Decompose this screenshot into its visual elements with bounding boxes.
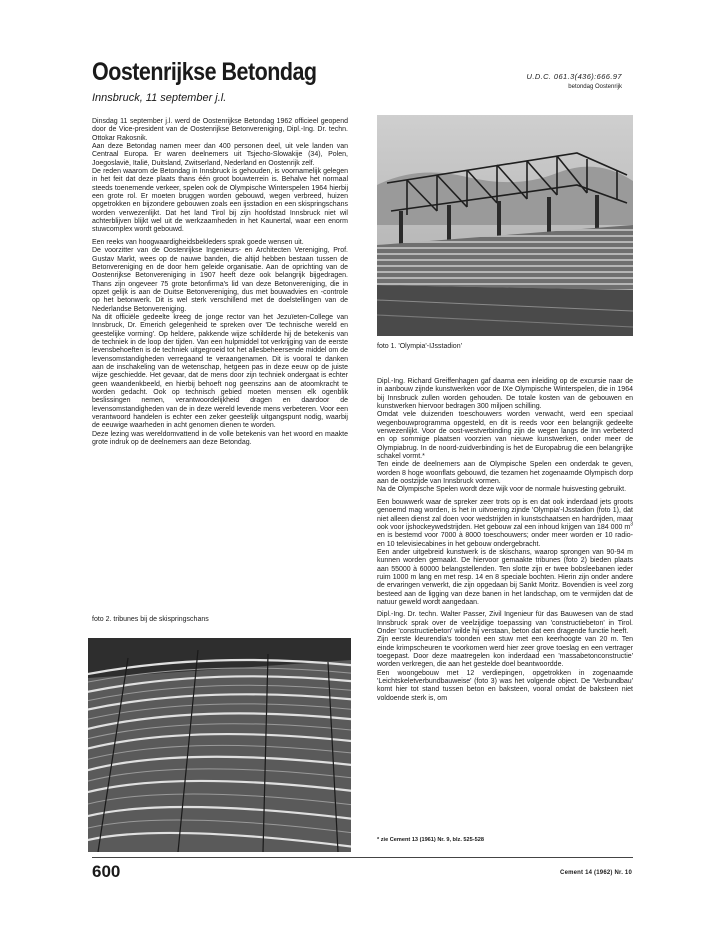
footnote: * zie Cement 13 (1961) Nr. 9, blz. 525-528	[377, 837, 484, 843]
paragraph: Een woongebouw met 12 verdiepingen, opgetrokken in zogenaamde 'Leichtskeletverbundbauweise' (foto 3) was het volgende object. De 'Verbundbau' komt hier tot stand tussen beton en baksteen, vooral omdat de baksteen niet voldoende sterk is, om	[377, 669, 633, 702]
paragraph: Na de Olympische Spelen wordt deze wijk voor de normale huisvesting gebruikt.	[377, 486, 627, 494]
paragraph: Omdat vele duizenden toeschouwers worden verwacht, werd een speciaal wegenbouwprogramma opgesteld, en dit is reeds voor een belangrijk gedeelte verwezenlijkt. Voor de oost-westverbinding zijn de wegen langs de Inn verbeterd en op sommige plaatsen voorzien van nieuwe kunstwerken, onder meer de Olympiabrug. In de noord-zuidverbinding is het de Europabrug die een belangrijke schakel vormt.*	[377, 411, 633, 461]
paragraph: Aan deze Betondag namen meer dan 400 personen deel, uit vele landen van Centraal Europa. Er waren deelnemers uit Tsjecho-Slowakije (34), Polen, Joegoslavië, Italië, Duitsland, Zwitserland, Nederland en Oostenrijk zelf.	[92, 143, 348, 167]
udc-keyword: betondag Oostenrijk	[568, 84, 622, 90]
article-subtitle: Innsbruck, 11 september j.l.	[92, 92, 227, 104]
journal-reference: Cement 14 (1962) Nr. 10	[560, 870, 632, 876]
volume-value: 184 000 m	[597, 523, 631, 531]
udc-code: U.D.C. 061.3(436):666.97	[526, 72, 622, 81]
page-number: 600	[92, 862, 121, 881]
paragraph: Een ander uitgebreid kunstwerk is de skischans, waarop sprongen van 90-94 m kunnen worden gemaakt. De hiervoor gemaakte tribunes (foto 2) bieden plaats aan 55000 à 60000 belangstellenden. Ten slotte zijn er twee bobsleebanen ieder ruim 1000 m lang en met resp. 14 en 8 speciale bochten. Hierin zijn onder andere de ervaringen verwerkt, die zijn opgedaan bij Sankt Moritz. Bovendien is veel zorg besteed aan de ligging van deze banen in het landschap, om te vermijden dat de natuur geweld wordt aangedaan.	[377, 548, 633, 606]
paragraph: Een reeks van hoogwaardigheidsbekleders sprak goede wensen uit.	[92, 238, 304, 246]
paragraph: Dipl.-Ing. Richard Greiffenhagen gaf daarna een inleiding op de excursie naar de in aanbouw zijnde kunstwerken voor de IXe Olympische Winterspelen, die in 1964 bij Innsbruck zullen worden gehouden. De totale kosten van de gebouwen en kunstwerken hiervoor bedragen 300 miljoen schilling.	[377, 378, 633, 411]
paragraph: Deze lezing was wereldomvattend in de volle betekenis van het woord en maakte grote indruk op de deelnemers aan deze Betondag.	[92, 430, 348, 447]
paragraph	[377, 499, 633, 549]
paragraph: De reden waarom de Betondag in Innsbruck is gehouden, is voornamelijk gelegen in het feit dat deze plaats thans één groot bouwterrein is. Behalve het normaal steeds toenemende verkeer, spelen ook de Olympische Winterspelen 1964 hierbij een grote rol. Er moeten bruggen worden gebouwd, wegen verbreed, huizen opgetrokken en bijzondere gebouwen zoals een ijsstadion en een skispringschans worden verwezenlijkt. Dat het land Tirol bij zijn hoofdstad Innsbruck niet wil achterblijven blijkt wel uit de werkzaamheden in het Kaunertal, waar een enorm stuwcomplex wordt gebouwd.	[92, 168, 348, 234]
paragraph: De voorzitter van de Oostenrijkse Ingenieurs- en Architecten Vereniging, Prof. Gustav Markt, wees op de nauwe banden, die altijd hebben bestaan tussen de Betonvereniging en de door hem geleide organisatie. Aan de oprichting van de Oostenrijkse Betonvereniging in 1907 heeft deze ook belangrijk bijgedragen. Thans zijn ongeveer 75 grote betonfirma's lid van deze Betonvereniging, die in opzet gelijk is aan de Duitse Betonvereniging, dus met bouwadvies en -controle op het betonwerk. Dit is wel sterk verschillend met de doelstellingen van de Nederlandse Betonvereniging.	[92, 247, 348, 313]
superscript: 3	[630, 521, 633, 528]
footer-rule	[92, 857, 633, 858]
paragraph: Ten einde de deelnemers aan de Olympische Spelen een onderdak te geven, worden 8 hoge woonflats gebouwd, die tezamen het zogenaamde Olympisch dorp aan de oostzijde van Innsbruck vormen.	[377, 461, 633, 486]
text-run: Een bouwwerk waar de spreker zeer trots op is en dat ook inderdaad jets groots genoemd mag worden, is het in uitvoering zijnde 'Olympia'-IJsstadion (foto 1), dat niet alleen dienst zal doen voor wedstrijden in kunstschaatsen en hardrijden, maar ook voor ijshockeywedstrijden. Het gebouw zal een inhoud krijgen van	[377, 498, 633, 531]
article-title: Oostenrijkse Betondag	[92, 58, 317, 86]
left-column	[92, 118, 348, 447]
paragraph: Dinsdag 11 september j.l. werd de Oostenrijkse Betondag 1962 officieel geopend door de Vice-president van de Oostenrijkse Betonvereniging, Dipl.-Ing. Dr. techn. Ottokar Rakosnik.	[92, 118, 348, 142]
text-run: en is bestemd voor 7000 à 8000 toeschouwers; onder meer worden er 10 radio- en 10 televisiecabines in het gebouw ondergebracht.	[377, 532, 633, 548]
figure-caption-1: foto 1. 'Olympia'-IJsstadion'	[377, 343, 462, 350]
paragraph: Na dit officiële gedeelte kreeg de jonge rector van het Jezuïeten-College van Innsbruck, Dr. Emerich gelegenheid te spreken over 'De technische wereld en geestelijke vorming'. Op heldere, pakkende wijze schilderde hij de betekenis van de techniek in de loop der tijden. Van een hulpmiddel tot verkrijging van de eerste levensbehoeften is de techniek uitgegroeid tot het allesbeheersende middel om de levensomstandigheden verregaand te veraangenamen. Dit is vooral te danken aan de inschakeling van de wetenschap, hetgeen pas in deze eeuw op de juiste wijze geschiedde. Het gevaar, dat de mens door zijn techniek ondergaat is echter geen waandenkbeeld, en hierbij behoeft nog geenszins aan de atoomkracht te worden gedacht. Ook op technisch gebied moeten mensen elk ogenblik beslissingen nemen, verantwoordelijkheid dragen en daardoor de levensomstandigheden van de in deze wereld levende mens verbeteren. Voor een verantwoord handelen is echter een zeker geestelijk uitgangspunt nodig, waarbij de eeuwige waarheden in acht genomen dienen te worden.	[92, 313, 348, 430]
right-column	[377, 378, 633, 703]
paragraph: Dipl.-Ing. Dr. techn. Walter Passer, Zivil Ingenieur für das Bauwesen van de stad Innsbruck sprak over de veelzijdige toepassing van 'constructiebeton' in Tirol. Onder 'constructiebeton' wilde hij verstaan, beton dat een dragende functie heeft.	[377, 611, 633, 635]
photo-ski-jump-tribunes	[88, 638, 351, 852]
figure-caption-2: foto 2. tribunes bij de skispringschans	[92, 616, 209, 623]
paragraph: Zijn eerste kleurendia's toonden een stuw met een keerhoogte van 20 m. Ten einde krimpscheuren te voorkomen werd hier zeer grove toeslag en een vertrager toegepast. Door deze maatregelen kon inderdaad een 'massabetonconstructie' worden verkregen, die aan het gestelde doel beantwoordde.	[377, 636, 633, 669]
photo-ice-stadium	[377, 115, 633, 336]
